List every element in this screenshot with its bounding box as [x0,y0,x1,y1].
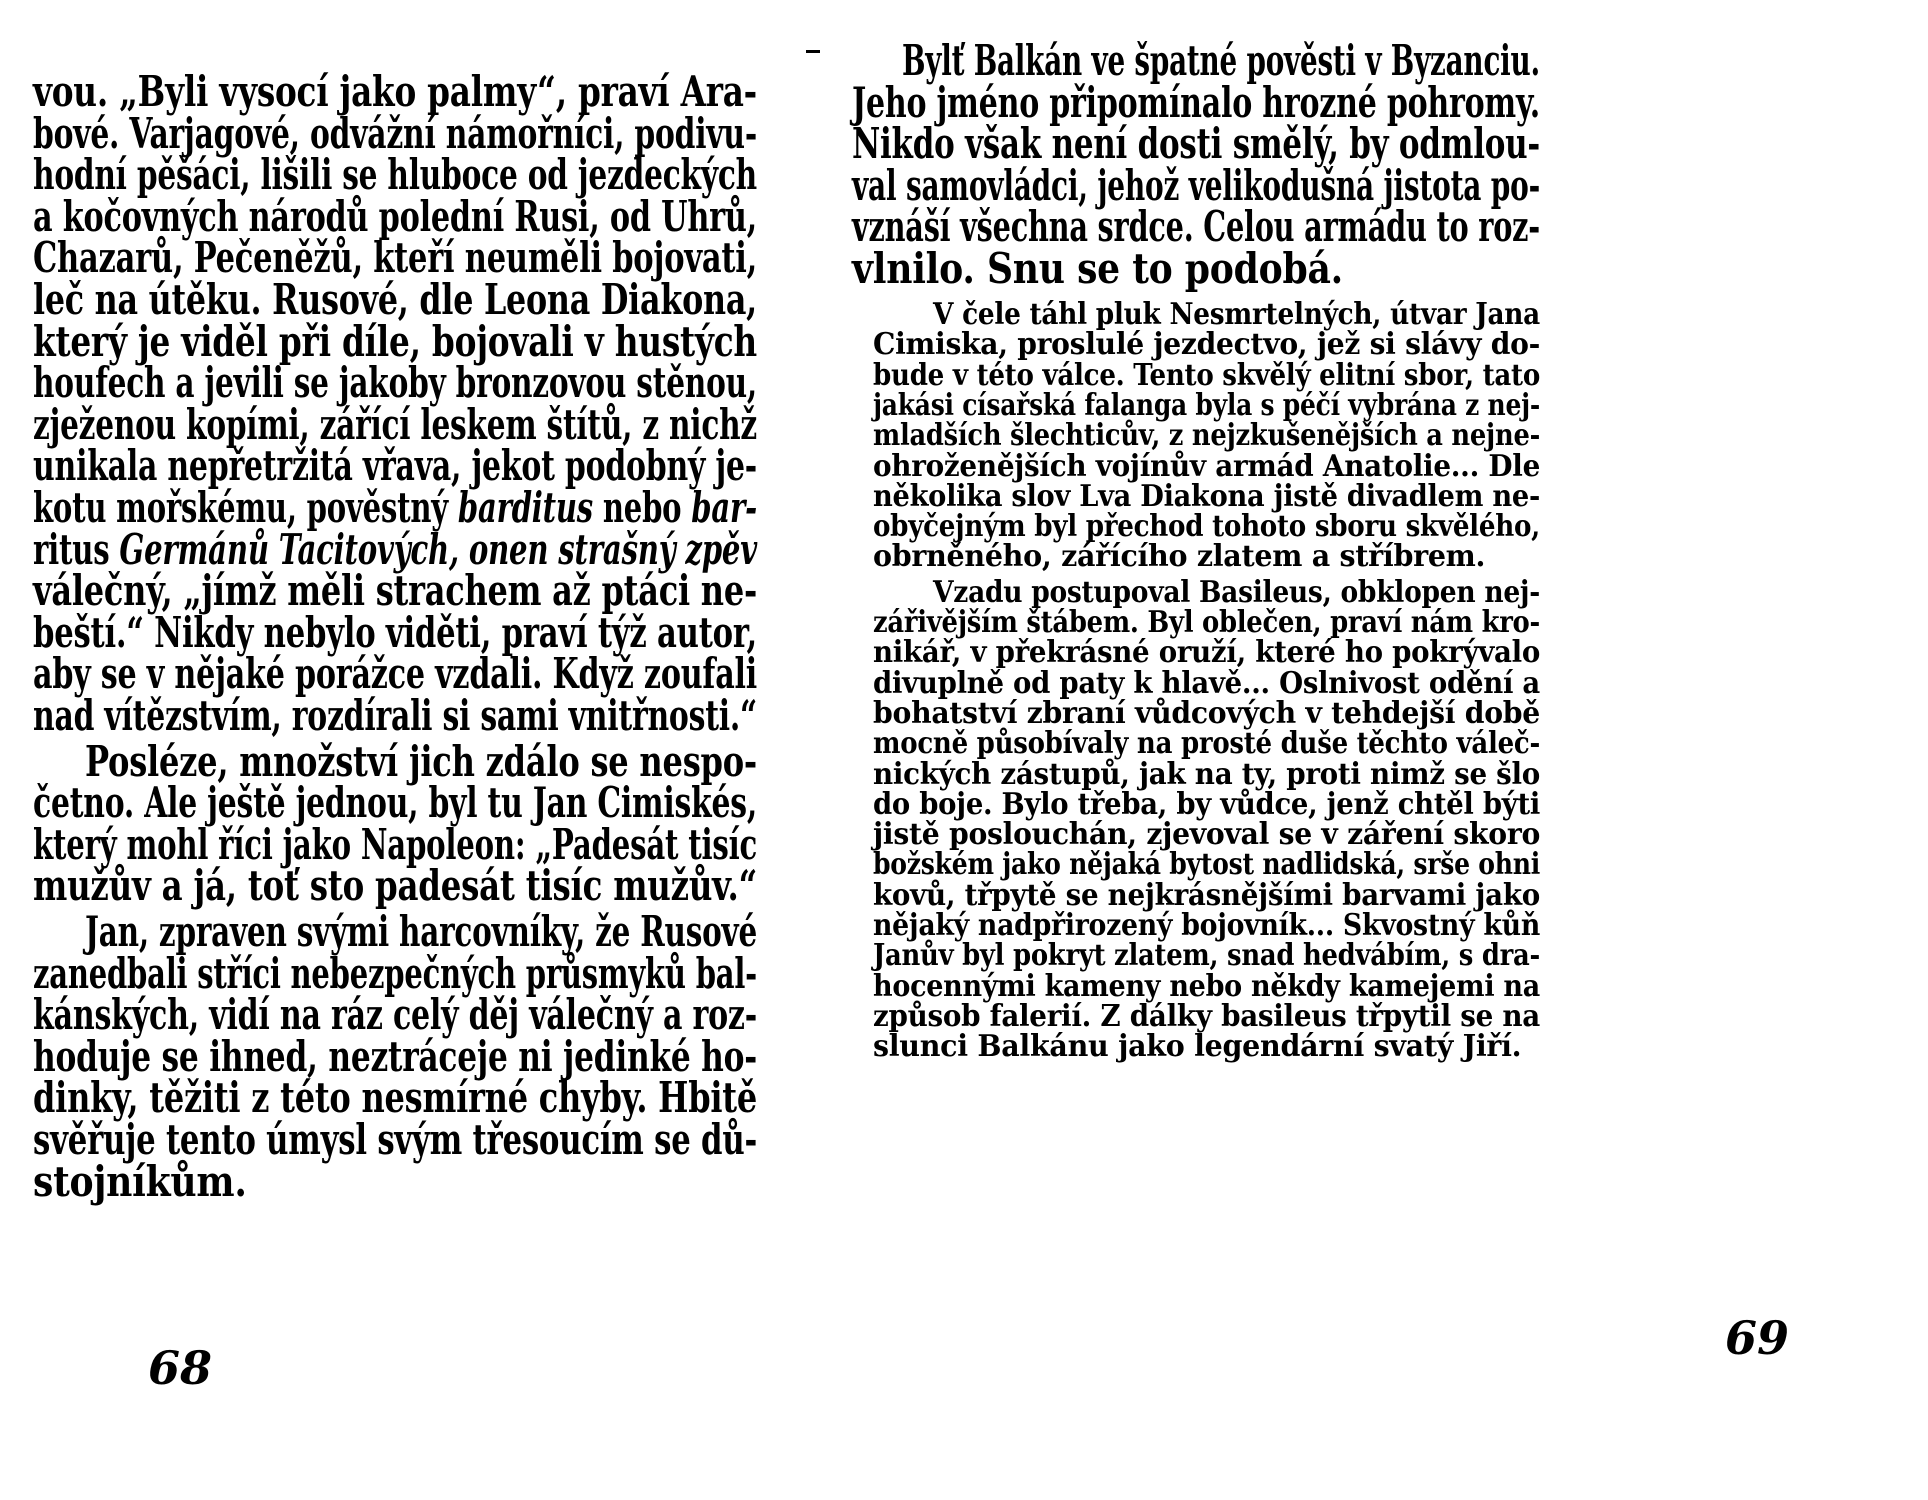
text-run: V čele táhl pluk Nesmrtelných, útvar Jana [933,297,1540,332]
right-page [852,0,1928,1500]
left-text-line [33,948,757,998]
right-quote-line [873,1029,1522,1065]
text-run: bude v této válce. Tento skvělý elitní sbor, tato [873,357,1540,393]
left-text-line [33,399,757,449]
right-quote-line [873,635,1540,671]
text-run: bové. Varjagové, odvážní námořníci, podivu- [33,108,757,158]
left-text-line [33,67,757,116]
left-text-line [33,649,757,699]
text-run: Bylť Balkán ve špatné pověsti v Byzanciu. [902,36,1540,85]
left-page [0,0,960,1500]
text-run: leč na útěku. Rusové, dle Leona Diakona, [33,275,757,324]
text-run: kotu mořskému, pověstný [33,483,458,532]
right-quote-line [873,756,1540,792]
left-text-line [33,275,757,324]
text-run: nad vítězstvím, rozdírali si sami vnitřnosti.“ [33,691,757,740]
left-text-line [33,191,757,241]
right-quote-line [933,297,1540,332]
text-run: mocně působívaly na prosté duše těchto váleč- [873,726,1540,762]
italic-term: barditus [457,483,593,532]
text-run: houfech a jevili se jakoby bronzovou stěnou, [33,358,757,408]
text-run: hoduje se ihned, neztráceje ni jedinké ho- [33,1031,757,1081]
text-run: způsob falerií. Z dálky basileus třpytil se na [873,998,1540,1034]
right-quote-line [873,357,1540,393]
text-run: jakási císařská falanga byla s péčí vybrána z nej- [873,387,1540,423]
right-quote-line [873,418,1540,454]
text-run: vou. „Byli vysocí jako palmy“, praví Ara- [33,67,757,116]
text-run: ohroženějších vojínův armád Anatolie... Dle [873,448,1540,484]
text-run: vlnilo. Snu se to podobá. [852,243,1343,293]
left-text-line [33,990,757,1040]
right-intro-line [902,36,1540,85]
text-run: zježenou kopími, zářící leskem štítů, z nichž [33,399,757,449]
text-run: kovů, třpytě se nejkrásnějšími barvami jako [873,877,1540,913]
left-text-line [33,1031,757,1081]
right-intro-line [852,202,1540,251]
right-quote-line [873,478,1540,514]
left-text-line [85,736,757,786]
left-text-line [33,778,757,828]
right-intro-line [852,243,1343,293]
right-quote-line [873,665,1540,701]
left-text-line [33,819,757,869]
right-quote-line [873,539,1486,575]
text-run: mužův a já, toť sto padesát tisíc mužův.“ [33,861,757,911]
right-quote-line [873,847,1540,883]
right-intro-line [852,160,1540,210]
right-quote-line [873,695,1540,731]
text-run: Jan, zpraven svými harcovníky, že Rusové [85,907,757,956]
text-run: svěřuje tento úmysl svým třesoucím se dů- [33,1115,757,1164]
text-run: a kočovných národů polední Rusi, od Uhrů, [33,191,757,241]
text-run: hodní pěšáci, lišili se hluboce od jezdeckých [33,150,757,200]
page-number-left: 68 [148,1341,213,1395]
right-quote-line [873,605,1540,640]
text-run: který je viděl při díle, bojovali v hustých [33,316,757,366]
text-run: vznáší všechna srdce. Celou armádu to roz- [852,202,1540,251]
text-run: aby se v nějaké porážce vzdali. Když zoufali [33,649,757,699]
right-quote-line [873,448,1540,484]
text-run: božském jako nějaká bytost nadlidská, srše ohni [873,847,1540,883]
left-text-line [33,108,757,158]
text-run: kánských, vidí na ráz celý děj válečný a roz- [33,990,757,1040]
left-text-line [33,1073,757,1123]
text-run: obyčejným byl přechod tohoto sboru skvělého, [873,509,1540,545]
text-run: bohatství zbraní vůdcových v tehdejší době [873,695,1540,731]
left-text-line [33,566,757,616]
text-run: ritus [33,524,110,574]
left-text-line [33,524,758,574]
right-quote-line [873,509,1540,545]
right-quote-line [873,877,1540,913]
right-quote-line [873,908,1540,943]
text-run: válečný, „jímž měli strachem až ptáci ne- [33,566,757,616]
left-text-line [33,316,757,366]
text-run: nických zástupů, jak na ty, proti nimž se šlo [873,756,1540,792]
italic-term: Germánů Tacitových, onen strašný zpěv [109,524,758,574]
left-text-line [33,1115,757,1164]
text-run: jistě poslouchán, zjevoval se v záření skoro [873,817,1540,853]
text-run: slunci Balkánu jako legendární svatý Jiří. [873,1029,1522,1065]
right-quote-line [873,968,1540,1004]
text-run: který mohl říci jako Napoleon: „Padesát tisíc [33,819,757,869]
left-text-line [33,150,757,200]
text-run: hocennými kameny nebo někdy kamejemi na [873,968,1540,1004]
right-quote-line [933,574,1540,610]
text-run: Posléze, množství jich zdálo se nespo- [85,736,757,786]
text-run: nikář, v překrásné oruží, které ho pokrývalo [873,635,1540,671]
text-run: obrněného, zářícího zlatem a stříbrem. [873,539,1486,575]
text-run: zanedbali stříci nebezpečných průsmyků bal- [33,948,757,998]
left-text-line [33,233,757,283]
page-number-right: 69 [1725,1311,1790,1365]
italic-term: bar- [691,483,757,532]
left-text-line [33,1156,247,1206]
right-quote-line [873,998,1540,1034]
left-text-line [33,691,757,740]
scan-dash-mark [806,50,820,53]
text-run: Janův byl pokryt zlatem, snad hedvábím, s dra- [873,938,1540,974]
text-run: zářivějším štábem. Byl oblečen, praví nám kro- [873,605,1540,640]
text-run: Cimiska, proslulé jezdectvo, jež si slávy do- [873,327,1540,363]
right-quote-line [873,817,1540,853]
text-run: Vzadu postupoval Basileus, obklopen nej- [933,574,1540,610]
text-run: nebo [592,483,692,532]
left-text-line [33,358,757,408]
right-intro-line [852,77,1540,127]
left-text-line [85,907,757,956]
left-text-line [33,861,757,911]
right-quote-line [873,786,1540,822]
text-run: stojníkům. [33,1156,247,1206]
right-quote-line [873,387,1540,423]
right-quote-line [873,726,1540,762]
text-run: četno. Ale ještě jednou, byl tu Jan Cimiskés, [33,778,757,828]
right-quote-line [873,327,1540,363]
text-run: dinky, těžiti z této nesmírné chyby. Hbitě [33,1073,757,1123]
text-run: Nikdo však není dosti smělý, by odmlou- [852,119,1540,168]
text-run: Chazarů, Pečeněžů, kteří neuměli bojovati, [33,233,757,283]
text-run: do boje. Bylo třeba, by vůdce, jenž chtěl býti [873,786,1540,822]
text-run: beští.“ Nikdy nebylo viděti, praví týž autor, [33,607,757,657]
text-run: několika slov Lva Diakona jistě divadlem ne- [873,478,1540,514]
text-run: unikala nepřetržitá vřava, jekot podobný je- [33,441,757,491]
right-quote-line [873,938,1540,974]
text-run: nějaký nadpřirozený bojovník... Skvostný kůň [873,908,1540,943]
text-run: divuplně od paty k hlavě... Oslnivost odění a [873,665,1540,701]
right-intro-line [852,119,1540,168]
left-text-line [33,607,757,657]
text-run: mladších šlechticův, z nejzkušenějších a nejne- [873,418,1540,454]
left-text-line [33,441,757,491]
left-text-line [33,483,757,532]
text-run: Jeho jméno připomínalo hrozné pohromy. [852,77,1540,127]
text-run: val samovládci, jehož velikodušná jistota po- [852,160,1540,210]
